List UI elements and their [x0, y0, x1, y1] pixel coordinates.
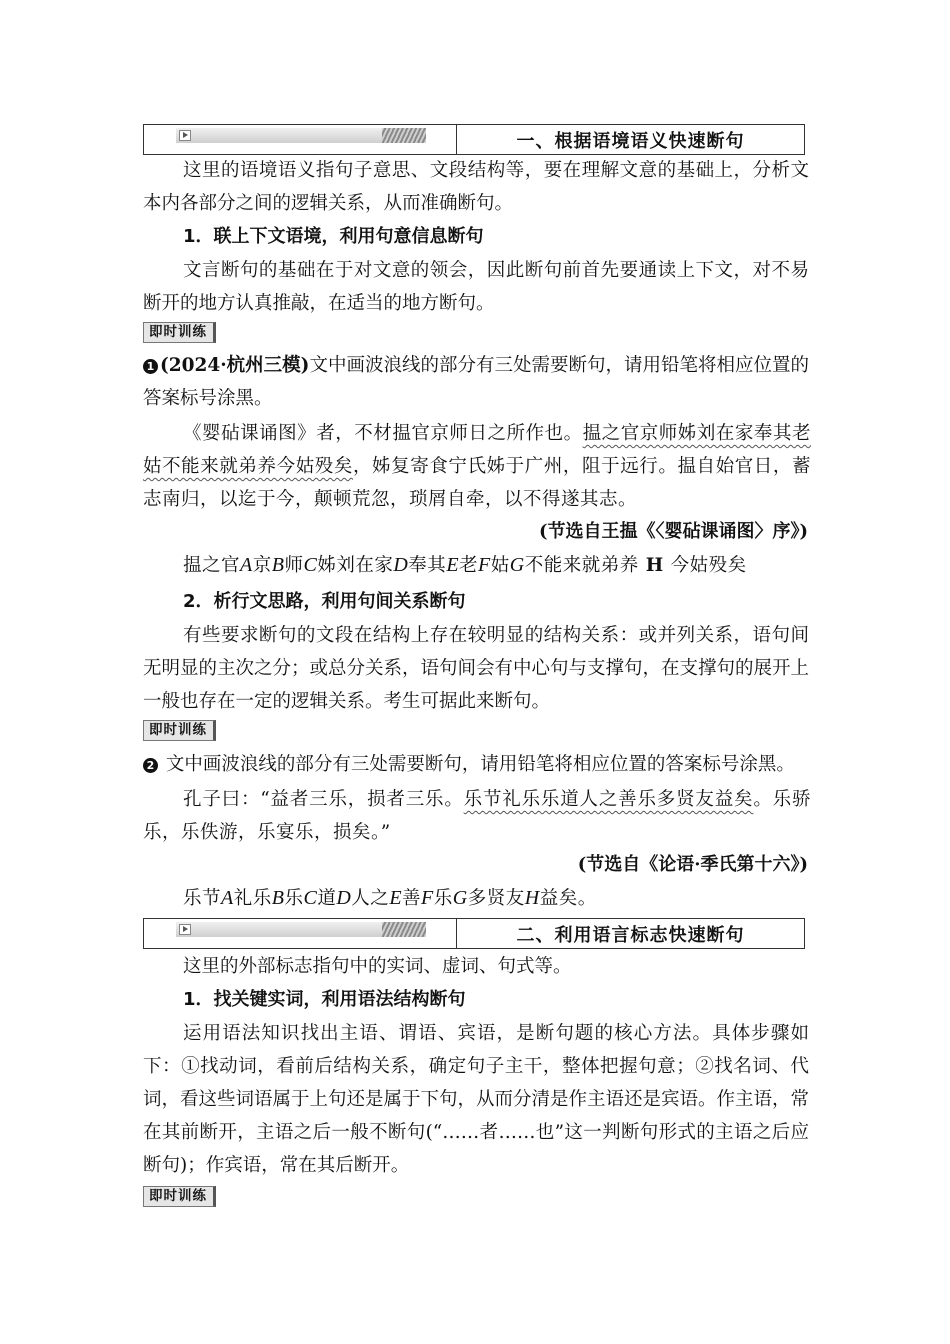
section-title-2: 二、利用语言标志快速断句	[516, 924, 745, 946]
question-number-icon: 2	[143, 758, 158, 773]
section-title-1: 一、根据语境语义快速断句	[516, 130, 745, 152]
section-header-decoration	[144, 125, 457, 154]
play-icon	[179, 130, 191, 141]
decorative-strip	[176, 128, 426, 143]
subheading-1-2: 2．析行文思路，利用句间关系断句	[183, 591, 466, 612]
section-header-2	[143, 918, 805, 949]
passage-2-part-b: 。乐骄乐，乐佚游，乐宴乐，损矣。”	[143, 789, 811, 843]
paragraph-2-1: 运用语法知识找出主语、谓语、宾语，是断句题的核心方法。具体步骤如下：①找动词，看前后结构关系，确定句子主干，整体把握句意；②找名词、代词，看这些词语属于上句还是属于下句，从而分清是作主语还是宾语。作主语，常在其前断开，主语之后一般不断句(“……者……也”这一判断句形式的主语之后应断句)；作宾语，常在其后断开。	[143, 1023, 810, 1176]
question-2-prompt: 文中画波浪线的部分有三处需要断句，请用铅笔将相应位置的答案标号涂黑。	[165, 754, 795, 775]
question-number-icon: 1	[143, 359, 158, 374]
section2-intro: 这里的外部标志指句中的实词、虚词、句式等。	[183, 956, 572, 977]
hatch-pattern	[382, 128, 426, 143]
practice-badge-2: 即时训练	[143, 720, 216, 741]
practice-badge-3: 即时训练	[143, 1186, 216, 1207]
options-1: 揾之官A京B师C姊刘在家D奉其E老F姑G不能来就弟养 H 今姑殁矣	[183, 554, 747, 576]
passage-2-wavy: 乐节礼乐乐道人之善乐多贤友益矣	[463, 789, 754, 810]
passage-1-wavy: 揾之官京师姊刘在家奉其老姑不能来就弟养今姑殁矣	[143, 423, 811, 477]
source-2: (节选自《论语·季氏第十六》)	[577, 854, 808, 875]
paragraph-1-1: 文言断句的基础在于对文意的领会，因此断句前首先要通读上下文，对不易断开的地方认真推敲，在适当的地方断句。	[143, 260, 809, 314]
section-header-decoration	[144, 919, 457, 948]
passage-1-part-b: ，姊复寄食宁氏姊于广州，阻于远行。揾自始官日，蓄志南归，以迄于今，颠顿荒忽，琐屑自牵，以不得遂其志。	[143, 456, 811, 510]
subheading-1-1: 1．联上下文语境，利用句意信息断句	[183, 226, 484, 247]
section1-intro: 这里的语境语义指句子意思、文段结构等，要在理解文意的基础上，分析文本内各部分之间的逻辑关系，从而准确断句。	[143, 160, 809, 214]
question-1-tag: (2024·杭州三模)	[160, 355, 310, 376]
source-1: (节选自王揾《〈婴砧课诵图〉序》)	[538, 521, 808, 542]
question-1	[143, 349, 809, 415]
options-2: 乐节A礼乐B乐C道D人之E善F乐G多贤友H益矣。	[183, 887, 597, 909]
question-1-prompt: 文中画波浪线的部分有三处需要断句，请用铅笔将相应位置的答案标号涂黑。	[143, 355, 809, 409]
practice-badge-1: 即时训练	[143, 322, 216, 343]
paragraph-1-2: 有些要求断句的文段在结构上存在较明显的结构关系：或并列关系，语句间无明显的主次之分；或总分关系，语句间会有中心句与支撑句，在支撑句的展开上一般也存在一定的逻辑关系。考生可据此来断句。	[143, 625, 810, 712]
subheading-2-1: 1．找关键实词，利用语法结构断句	[183, 989, 466, 1010]
passage-1	[143, 417, 811, 516]
question-2	[143, 748, 809, 781]
passage-1-part-a: 《婴砧课诵图》者，不材揾官京师日之所作也。	[183, 423, 583, 444]
play-icon	[179, 924, 191, 935]
section-header-1	[143, 124, 805, 155]
decorative-strip	[176, 922, 426, 937]
passage-2-part-a: 孔子曰：“益者三乐，损者三乐。	[183, 789, 464, 810]
hatch-pattern	[382, 922, 426, 937]
passage-2	[143, 783, 811, 849]
